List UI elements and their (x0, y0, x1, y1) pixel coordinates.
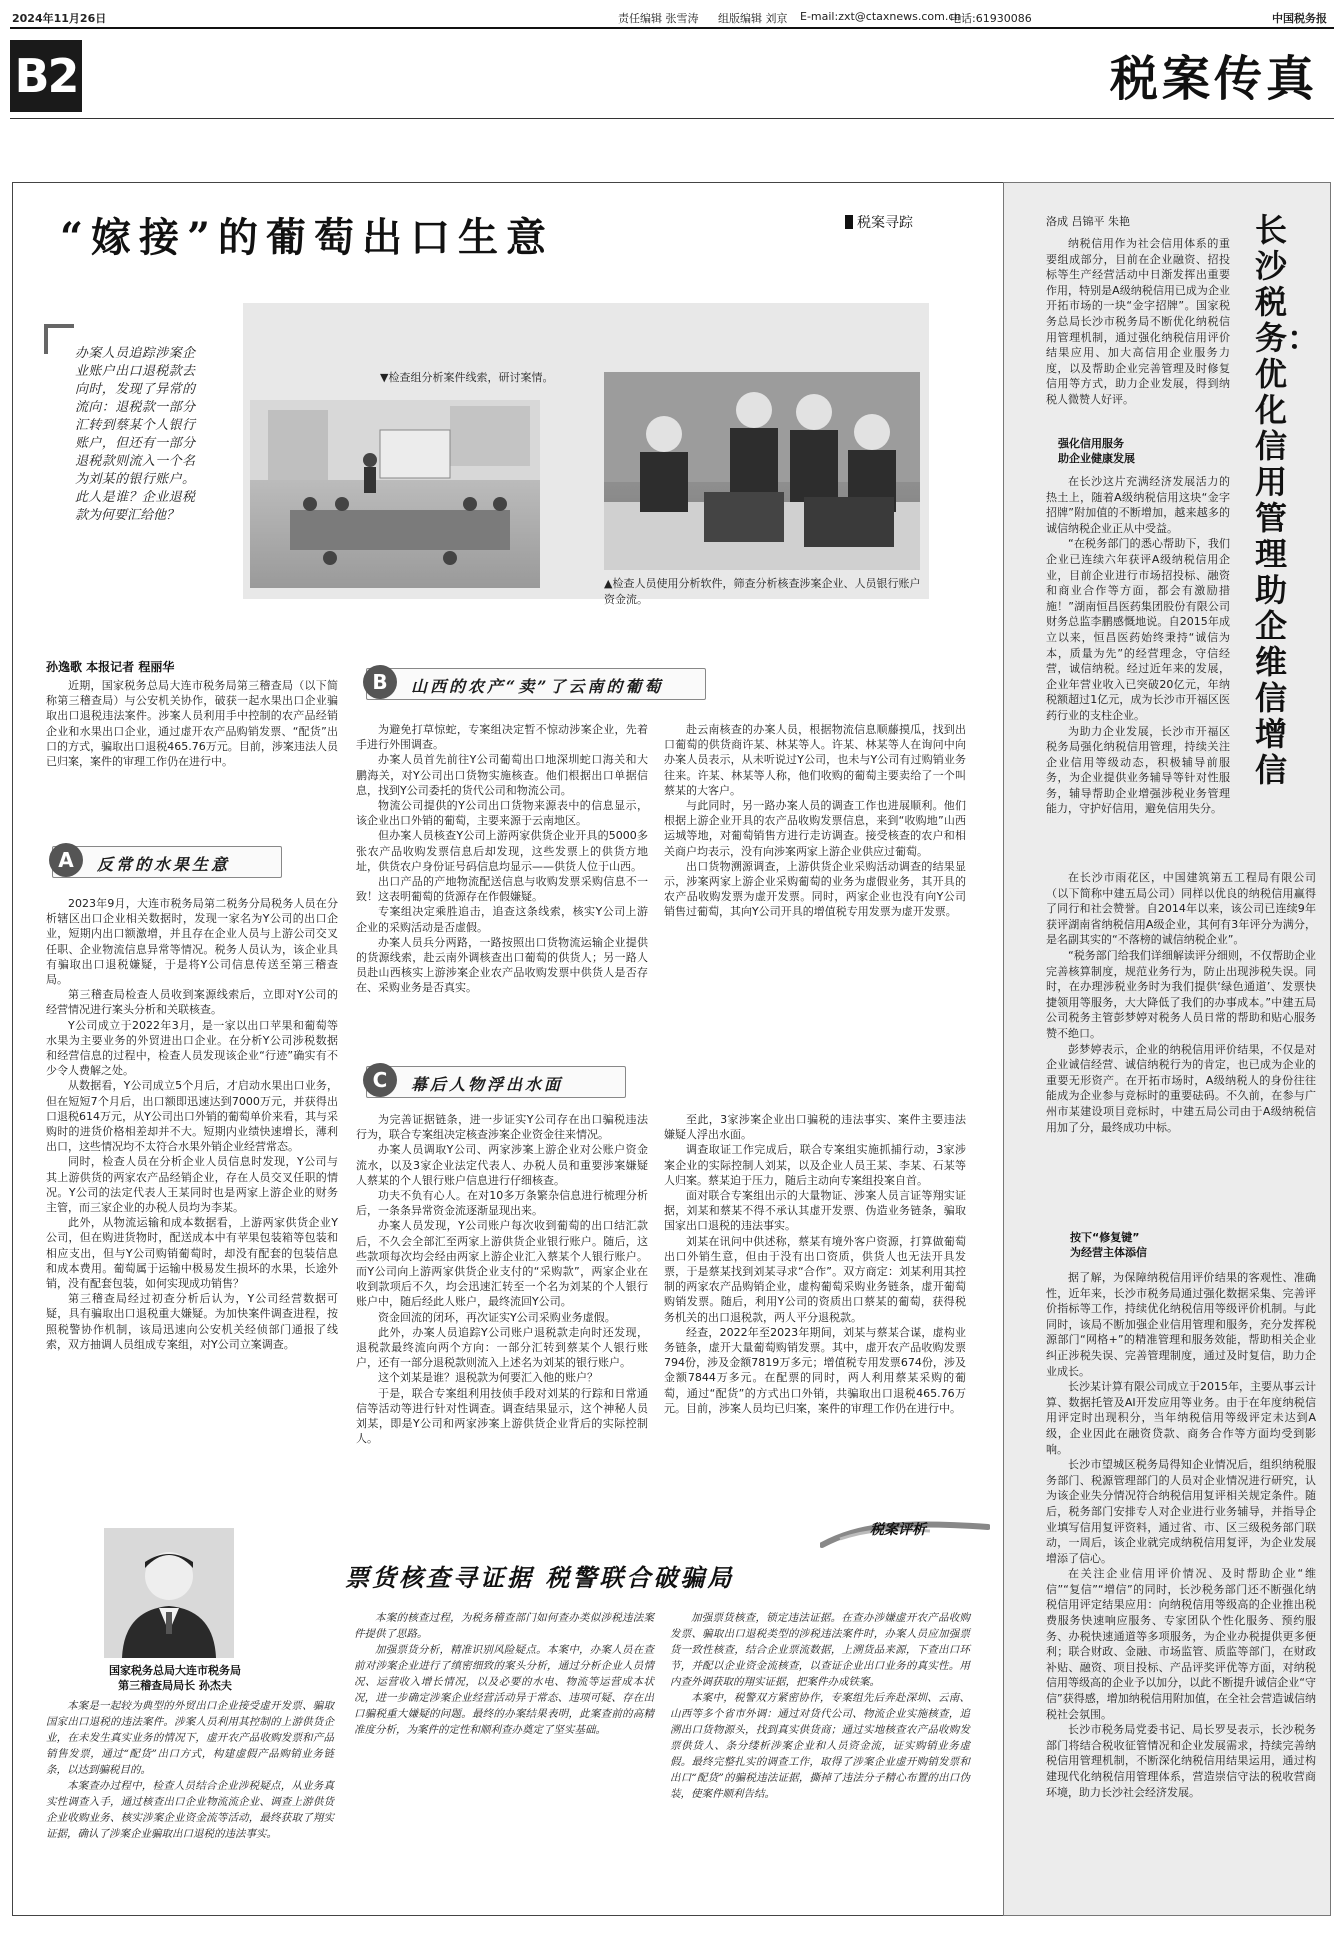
section-rule (10, 118, 1334, 119)
section-a-paragraph: 同时，检查人员在分析企业人员信息时发现，Y公司与其上游供货的两家农产品经销企业，存在人员交叉任职的情况。Y公司的法定代表人王某同时也是两家上游企业的财务主管，而三家企业的办税人员均为李某。 (46, 1155, 338, 1215)
sidebar-title: 长沙税务：优化信用管理 助企维信增信 (1255, 211, 1320, 789)
section-b-paragraph: 出口产品的产地物流配送信息与收购发票采购信息不一致！这表明葡萄的货源存在作假嫌疑。 (356, 875, 648, 904)
sidebar-paragraph: “在税务部门的悉心帮助下，我们企业已连续六年获评A级纳税信用企业，目前企业进行市场招投标、融资和商业合作等方面，都会有激励措施！”湖南恒昌医药集团股份有限公司财务总监李鹏感慨地说。自2015年成立以来，恒昌医药始终秉持“诚信为本，质量为先”的经营理念，守信经营，诚信纳税。经过近年来的发展，企业年营业收入已突破20亿元，年纳税额超过1亿元，成为长沙市开福区医药行业的支柱企业。 (1046, 537, 1230, 722)
section-b-paragraph: 为避免打草惊蛇，专案组决定暂不惊动涉案企业，先着手进行外围调查。 (356, 723, 648, 752)
review-paragraph: 加强票货核查，锁定违法证据。在查办涉嫌虚开农产品收购发票、骗取出口退税类型的涉税违法案件时，办案人员应加强票货一致性核查，结合企业票流数据，上溯货品来源，下查出口环节，并配以企业资金流核查，以查证企业出口业务的真实性。用内查外调获取的翔实证据，把案件办成铁案。 (670, 1612, 970, 1688)
sidebar-part1-narrow (1046, 474, 1230, 817)
section-c-heading (366, 1066, 626, 1098)
author-portrait (104, 1528, 234, 1658)
review-tag-label: 税案评析 (870, 1522, 926, 1538)
portrait-caption-name: 第三稽查局局长 孙杰夫 (118, 1679, 232, 1692)
section-a-paragraph: Y公司成立于2022年3月，是一家以出口苹果和葡萄等水果为主要业务的外贸进出口企业。在分析Y公司涉税数据和经营信息的过程中，检查人员发现该企业“行迹”确实有不少令人费解之处。 (46, 1018, 338, 1078)
sidebar-part1-wide (1046, 870, 1316, 1135)
section-b-paragraph: 与此同时，另一路办案人员的调查工作也进展顺利。他们根据上游企业开具的农产品收购发票信息，来到“收购地”山西运城等地，对葡萄销售方进行走访调查。接受核查的农户和相关商户均表示，没有向涉案两家上游企业供应过葡萄。 (664, 799, 966, 858)
review-subtitle: 票货核查寻证据 税警联合破骗局 (345, 1563, 735, 1592)
section-b-paragraph: 但办案人员核查Y公司上游两家供货企业开具的5000多张农产品收购发票信息后却发现，这些发票上的供货方地址，供货农户身份证号码信息均显示——供货人位于山西。 (356, 829, 648, 873)
section-b-paragraph: 物流公司提供的Y公司出口货物来源表中的信息显示，该企业出口外销的葡萄，主要来源于云南地区。 (356, 799, 648, 828)
review-paragraph: 本案中，税警双方紧密协作，专案组先后奔赴深圳、云南、山西等多个省市外调：通过对货代公司、物流企业实施核查，追溯出口货物源头，找到真实供货商；通过实地核查农产品收购发票供货人、条分缕析涉案企业和人员资金流，证实购销业务虚假。最终完整扎实的调查工作，取得了涉案企业虚开购销发票和出口“配货”的骗税违法证据，撕掉了违法分子精心布置的出口伪装，使案件顺利告结。 (670, 1692, 970, 1800)
section-a-paragraph: 第三稽查局经过初查分析后认为，Y公司经营数据可疑，具有骗取出口退税重大嫌疑。为加快案件调查进程，按照税警协作机制，该局迅速向公安机关经侦部门通报了线索，双方抽调人员组成专案组，对Y公司立案调查。 (46, 1292, 338, 1351)
photo-meeting-room (250, 400, 540, 588)
section-b-paragraph: 办案人员兵分两路，一路按照出口货物流运输企业提供的货源线索，赴云南外调核查出口葡萄的供货人；另一路人员赴山西核实上游涉案企业农产品收购发票中供货人是否存在、采购业务是否真实。 (356, 935, 648, 995)
sidebar-subhead-1: 强化信用服务 助企业健康发展 (1058, 437, 1135, 465)
sidebar-paragraph: 长沙市税务局党委书记、局长罗旻表示，长沙税务部门将结合税收征管情况和企业发展需求，持续完善纳税信用管理机制，不断深化纳税信用结果运用，通过构建现代化纳税信用管理体系，营造崇信守法的税收营商环境，助力长沙社会经济发展。 (1046, 1723, 1316, 1799)
section-c-body-col2 (664, 1112, 966, 1416)
page-number: B2 (10, 40, 82, 112)
sidebar-paragraph: 长沙市望城区税务局得知企业情况后，组织纳税服务部门、税源管理部门的人员对企业情况进行研究，认为该企业失分情况符合纳税信用复评相关规定条件。随后，税务部门安排专人对企业进行业务辅导，并指导企业填写信用复评资料，通过省、市、区三级税务部门联动，一周后，该企业就完成纳税信用复评，为企业发展增添了信心。 (1046, 1458, 1316, 1565)
sidebar-paragraph: 在关注企业信用评价情况、及时帮助企业“维信”“复信”“增信”的同时，长沙税务部门还不断强化纳税信用评定结果应用：向纳税信用等级高的企业推出税费服务快速响应服务、专家团队个性化服务、预约服务、办税快速通道等多项服务，为企业办税提供更多便利；联合财政、金融、市场监管、质监等部门，在财政补贴、融资、项目投标、产品评奖评优等方面，对纳税信用等级高的企业予以加分，以此不断提升诚信企业“守信”获得感，增加纳税信用附加值，在全社会营造诚信纳税社会氛围。 (1046, 1567, 1316, 1721)
layout-editor: 组版编辑 刘京 (718, 12, 788, 25)
section-c-paragraph: 至此，3家涉案企业出口骗税的违法事实、案件主要违法嫌疑人浮出水面。 (664, 1113, 966, 1142)
section-b-body-col2 (664, 722, 966, 920)
section-c-paragraph: 这个刘某是谁？退税款为何要汇入他的账户？ (378, 1371, 598, 1385)
intro-paragraph: 近期，国家税务总局大连市税务局第三稽查局（以下简称第三稽查局）与公安机关协作，破获一起水果出口企业骗取出口退税违法案件。涉案人员利用手中控制的农产品经销企业和水果出口企业，通过虚开农产品购销发票、“配货”出口的方式，骗取出口退税465.76万元。目前，涉案违法人员已归案，案件的审理工作仍在进行中。 (46, 679, 338, 769)
section-b-paragraph: 办案人员首先前往Y公司葡萄出口地深圳蛇口海关和大鹏海关，对Y公司出口货物实施核查。他们根据出口单据信息，找到Y公司委托的货代公司和物流公司。 (356, 753, 648, 797)
section-c-paragraph: 功夫不负有心人。在对10多万条繁杂信息进行梳理分析后，一条条异常资金流逐渐显现出来。 (356, 1189, 648, 1218)
responsible-editor: 责任编辑 张雪涛 (618, 12, 699, 25)
section-c-body-col1 (356, 1112, 648, 1446)
meeting-room-illustration (250, 400, 540, 588)
contact-phone: 电话:61930086 (950, 12, 1032, 25)
article-byline: 孙逸歌 本报记者 程丽华 (46, 660, 175, 674)
section-c-paragraph: 刘某在讯问中供述称，蔡某有境外客户资源，打算做葡萄出口外销生意，但由于没有出口资质，供货人也无法开具发票，于是蔡某找到刘某寻求“合作”。双方商定：刘某利用其控制的两家农产品购销企业，虚构葡萄采购业务链条，虚开葡萄购销发票。随后，利用Y公司的资质出口蔡某的葡萄，获得税务机关的出口退税款，两人平分退税款。 (664, 1234, 966, 1324)
section-c-letter: C (363, 1063, 397, 1097)
sidebar-intro (1046, 236, 1230, 408)
sidebar-paragraph: 为助力企业发展，长沙市开福区税务局强化纳税信用管理，持续关注企业信用等级动态，积极辅导前服务，为企业提供业务辅导等针对性服务，辅导帮助企业增强涉税业务管理能力，守护好信用，避免信用失分。 (1046, 724, 1230, 816)
section-c-title: 幕后人物浮出水面 (411, 1075, 564, 1094)
review-paragraph: 本案的核查过程，为税务稽查部门如何查办类似涉税违法案件提供了思路。 (354, 1612, 654, 1640)
section-c-paragraph: 于是，联合专案组利用技侦手段对刘某的行踪和日常通信等活动等进行针对性调查。调查结果显示，这个神秘人员刘某，即是Y公司和两家涉案上游供货企业背后的实际控制人。 (356, 1386, 648, 1446)
sidebar-paragraph: 彭梦婷表示，企业的纳税信用评价结果，不仅是对企业诚信经营、诚信纳税行为的肯定，也已成为企业的重要无形资产。在开拓市场时，A级纳税人的身份往往能成为企业参与竞标时的重要砝码。不久前，在参与广州市某建设项目竞标时，中建五局公司由于A级纳税信用加了分，最终成功中标。 (1046, 1042, 1316, 1134)
section-a-body (46, 896, 338, 1352)
section-a-paragraph: 此外，从物流运输和成本数据看，上游两家供货企业Y公司，但在购进货物时，配送成本中有苹果包装箱等包装和相应支出，但与Y公司购销葡萄时，却没有配套的包装信息和成本费用。葡萄属于运输中极易发生损坏的水果，长途外销，没有配套包装，如何实现成功销售？ (46, 1216, 338, 1291)
quote-bracket-icon (44, 324, 74, 354)
section-c-paragraph: 为完善证据链条，进一步证实Y公司存在出口骗税违法行为，联合专案组决定核查涉案企业资金往来情况。 (356, 1113, 648, 1142)
portrait-illustration (104, 1528, 234, 1658)
sidebar-paragraph: 在长沙这片充满经济发展活力的热土上，随着A级纳税信用这块“金字招牌”附加值的不断增加，越来越多的诚信纳税企业正从中受益。 (1046, 475, 1230, 535)
portrait-caption (90, 1663, 260, 1693)
section-c-paragraph: 经查，2022年至2023年期间，刘某与蔡某合谋，虚构业务链条，虚开大量葡萄购销发票。其中，虚开农产品收购发票794份，涉及金额7819万多元；增值税专用发票674份，涉及金额7844万多元。在配票的同时，两人利用蔡某采购的葡萄，通过“配货”的方式出口外销，共骗取出口退税465.76万元。目前，涉案人员均已归案，案件的审理工作仍在进行中。 (664, 1325, 966, 1415)
section-b-body-col1 (356, 722, 648, 996)
photo-analysis-team (604, 372, 920, 570)
sidebar-intro-paragraph: 纳税信用作为社会信用体系的重要组成部分，目前在企业融资、招投标等生产经营活动中日渐发挥出重要作用，特别是A级纳税信用已成为企业开拓市场的一块“金字招牌”。国家税务总局长沙市税务局不断优化纳税信用管理机制，通过强化纳税信用评价结果应用、加大高信用企业服务力度，以及帮助企业完善管理及时修复信用等方式，助力企业发展，得到纳税人微赞人好评。 (1046, 237, 1230, 406)
section-a-paragraph: 第三稽查局检查人员收到案源线索后，立即对Y公司的经营情况进行案头分析和关联核查。 (46, 988, 338, 1017)
section-title: 税案传真 (1109, 51, 1318, 107)
article-intro (46, 678, 338, 769)
section-a-letter: A (49, 843, 83, 877)
section-a-paragraph: 从数据看，Y公司成立5个月后，才启动水果出口业务，但在短短7个月后，出口额即迅速达到7000万元，并获得出口退税614万元，从Y公司出口外销的葡萄单价来看，其与采购时的进货价格相差却并不大。短期内业绩快速增长，薄利出口，这些情况均不太符合水果外销企业经营常态。 (46, 1079, 338, 1154)
sidebar-paragraph: 长沙某计算有限公司成立于2015年，主要从事云计算、数据托管及AI开发应用等业务。由于在年度纳税信用评定时出现积分，当年纳税信用等级评定未达到A级，企业因此在融资贷款、商务合作等方面均受到影响。 (1046, 1380, 1316, 1456)
review-tag (820, 1515, 990, 1555)
article-lead: 办案人员追踪涉案企业账户出口退税款去向时，发现了异常的流向：退税款一部分汇转到蔡某个人银行账户，但还有一部分退税款则流入一个名为刘某的银行账户。此人是谁？企业退税款为何要汇给他？ (75, 346, 195, 523)
section-a-title: 反常的水果生意 (97, 855, 231, 874)
review-paragraph: 本案是一起较为典型的外贸出口企业接受虚开发票、骗取国家出口退税的违法案件。涉案人员利用其控制的上游供货企业，在未发生真实业务的情况下，虚开农产品收购发票和产品销售发票，通过“配货”出口方式，构建虚假产品购销业务链条，以达到骗税目的。 (46, 1700, 334, 1776)
review-body-col1 (46, 1698, 334, 1842)
sidebar-paragraph: “税务部门给我们详细解读评分细则，不仅帮助企业完善核算制度，规范业务行为，防止出现涉税失误。同时，在办理涉税业务时为我们提供‘绿色通道’、发票快捷领用等服务，大大降低了我们的办事成本。”中建五局公司税务主管彭梦婷对税务人员日常的帮助和贴心服务赞不绝口。 (1046, 948, 1316, 1040)
page-header (10, 6, 1334, 28)
sidebar-paragraph: 据了解，为保障纳税信用评价结果的客观性、准确性，近年来，长沙市税务局通过强化数据采集、完善评价指标等工作，持续优化纳税信用等级评价机制。与此同时，该局不断加强企业信用管理和服务，充分发挥税源部门“网格+”的精准管理和服务效能，帮助相关企业纠正涉税失误、完善管理制度，通过及时复信，助力企业成长。 (1046, 1271, 1316, 1378)
section-b-paragraph: 赴云南核查的办案人员，根据物流信息顺藤摸瓜，找到出口葡萄的供货商许某、林某等人。许某、林某等人在询问中向办案人员表示，从未听说过Y公司，也未与Y公司有过购销业务往来。许某、林某等人称，他们收购的葡萄主要卖给了一个叫蔡某的大客户。 (664, 723, 966, 797)
portrait-caption-org: 国家税务总局大连市税务局 (109, 1664, 241, 1677)
section-c-paragraph: 此外，办案人员追踪Y公司账户退税款走向时还发现，退税款最终流向两个方向：一部分汇转到蔡某个人银行账户，还有一部分退税款则流入上述名为刘某的银行账户。 (356, 1325, 648, 1370)
photo1-caption: ▼检查组分析案件线索，研讨案情。 (380, 371, 554, 384)
section-b-letter: B (363, 665, 397, 699)
section-a-paragraph: 2023年9月，大连市税务局第二税务分局税务人员在分析辖区出口企业相关数据时，发现一家名为Y公司的出口企业，短期内出口额激增，并且存在企业人员与上游公司交叉任职、企业物流信息异常等情况。税务人员认为，该企业具有骗取出口退税嫌疑，于是将Y公司信息传送至第三稽查局。 (46, 897, 338, 987)
newspaper-name: 中国税务报 (1272, 12, 1327, 25)
article-title: “嫁接”的葡萄出口生意 (60, 214, 555, 261)
section-a-heading (52, 846, 282, 878)
section-b-title: 山西的农产“卖”了云南的葡萄 (411, 677, 664, 696)
section-b-paragraph: 专案组决定乘胜追击，追查这条线索，核实Y公司上游企业的采购活动是否虚假。 (356, 905, 648, 934)
section-c-paragraph: 面对联合专案组出示的大量物证、涉案人员言证等翔实证据，刘某和蔡某不得不承认其虚开发票、伪造业务链条，骗取国家出口退税的违法事实。 (664, 1189, 966, 1233)
sidebar-subhead-2: 按下“修复键” 为经营主体添信 (1070, 1231, 1147, 1259)
column-tag: 税案寻踪 (845, 212, 913, 232)
section-c-paragraph: 办案人员调取Y公司、两家涉案上游企业对公账户资金流水，以及3家企业法定代表人、办税人员和重要涉案嫌疑人蔡某的个人银行账户信息进行仔细核查。 (356, 1143, 648, 1187)
sidebar-part2 (1046, 1270, 1316, 1800)
review-paragraph: 加强票货分析，精准识别风险疑点。本案中，办案人员在查前对涉案企业进行了缜密细致的案头分析，通过分析企业人员情况、运营收入增长情况，以及必要的水电、物流等运营成本状况，进一步确定涉案企业经营活动异于常态、违项可疑、存在出口骗税重大嫌疑的问题。最终的办案结果表明，此案查前的高精准度分析，为案件的定性和顺利查办奠定了坚实基础。 (354, 1644, 654, 1736)
review-paragraph: 本案查办过程中，检查人员结合企业涉税疑点，从业务真实性调查入手，通过核查出口企业物流流企业、调查上游供货企业收购业务、核实涉案企业资金流等活动，最终获取了翔实证据，确认了涉案企业骗取出口退税的违法事实。 (46, 1780, 334, 1840)
review-body-col2 (354, 1610, 654, 1738)
sidebar-byline: 洛成 吕锦平 朱艳 (1046, 215, 1130, 228)
section-b-paragraph: 出口货物溯源调查，上游供货企业采购活动调查的结果显示，涉案两家上游企业采购葡萄的业务为虚假业务，其开具的农产品收购发票为虚开发票。同时，两家企业也没有向Y公司销售过葡萄，其向Y公司开具的增值税专用发票为虚开发票。 (664, 859, 966, 919)
section-c-paragraph: 调查取证工作完成后，联合专案组实施抓捕行动，3家涉案企业的实际控制人刘某，以及企业人员王某、李某、石某等人归案。蔡某迫于压力，随后主动向专案组投案自首。 (664, 1143, 966, 1187)
section-c-paragraph: 资金回流的闭环，再次证实Y公司采购业务虚假。 (378, 1310, 616, 1324)
photo2-caption: ▲检查人员使用分析软件，筛查分析核查涉案企业、人员银行账户资金流。 (604, 577, 921, 606)
header-rule (10, 27, 1334, 29)
review-body-col3 (670, 1610, 970, 1802)
sidebar-paragraph: 在长沙市雨花区，中国建筑第五工程局有限公司（以下简称中建五局公司）同样以优良的纳税信用赢得了同行和社会赞誉。自2014年以来，该公司已连续9年获评湖南省纳税信用A级企业，其何有3年评分为满分，是名副其实的“不落榜的诚信纳税企业”。 (1046, 871, 1316, 947)
section-b-heading (366, 668, 706, 700)
analysis-team-illustration (604, 372, 920, 570)
section-c-paragraph: 办案人员发现，Y公司账户每次收到葡萄的出口结汇款后，不久会全部汇至两家上游供货企业银行账户。随后，这些款项每次均会经由两家上游企业汇入蔡某个人银行账户。而Y公司向上游两家供货企业支付的“采购款”，两家企业在收到款项后不久，均会迅速汇转至一个名为刘某的个人银行账户中，随后经此人账户，最终流回Y公司。 (356, 1219, 648, 1309)
issue-date: 2024年11月26日 (12, 12, 107, 25)
contact-email: E-mail:zxt@ctaxnews.com.cn (800, 10, 962, 23)
